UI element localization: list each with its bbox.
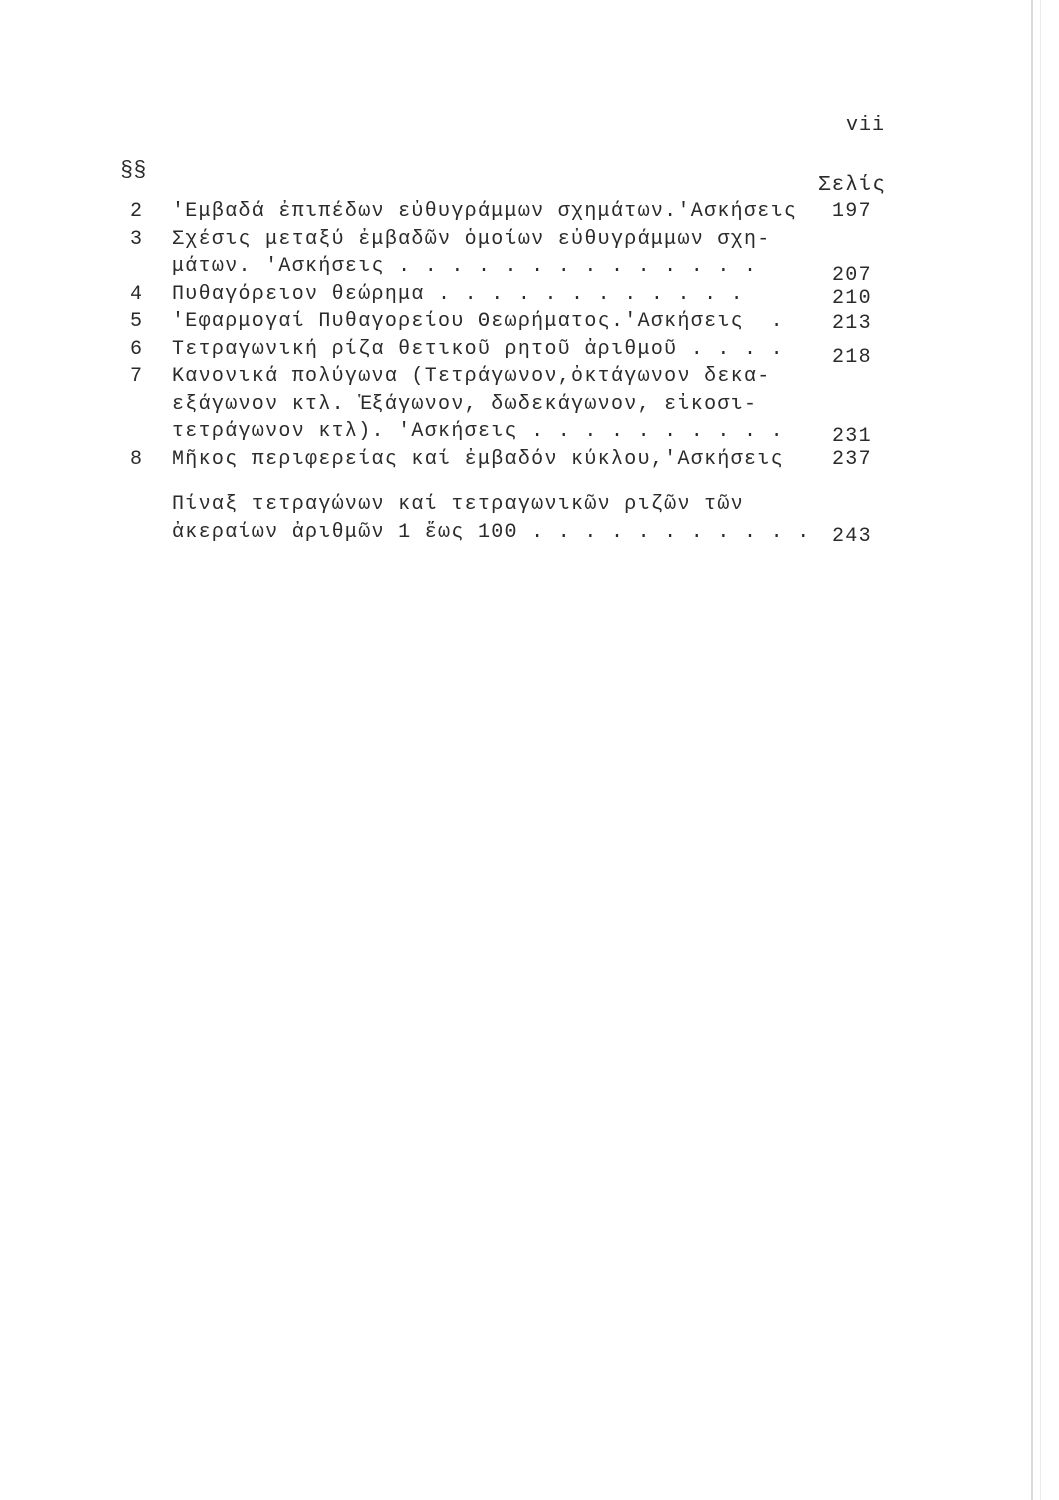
entry-title: Κανονικά πολύγωνα (Τετράγωνον,ὀκτάγωνον δεκα-: [172, 365, 771, 388]
entry-title-continued: μάτων. 'Ασκήσεις . . . . . . . . . . . . . .: [172, 255, 758, 278]
entry-page: 231: [832, 425, 872, 448]
entry-page: 210: [832, 286, 872, 310]
entry-number: 5: [130, 310, 144, 333]
page-edge-shadow: [1031, 0, 1033, 1500]
page-column-header: Σελίς: [818, 174, 887, 197]
page-edge-line: [1040, 0, 1041, 1500]
entry-page: 207: [832, 263, 872, 287]
toc-entry: [130, 226, 890, 287]
entry-page: 243: [832, 525, 872, 548]
entry-page: 197: [832, 200, 872, 223]
page-number: vii: [846, 114, 886, 137]
entry-number: 3: [130, 227, 144, 251]
toc-entry: [130, 198, 890, 226]
toc-entry: [130, 281, 890, 309]
entry-title: 'Εμβαδά ἐπιπέδων εὐθυγράμμων σχημάτων.'Ασκήσεις: [172, 200, 798, 223]
entry-title: Μῆκος περιφερείας καί ἐμβαδόν κύκλου,'Ασκήσεις: [172, 447, 784, 471]
entry-title: Τετραγωνική ρίζα θετικοῦ ρητοῦ ἀριθμοῦ . . . .: [172, 337, 784, 361]
entry-title: Πίναξ τετραγώνων καί τετραγωνικῶν ριζῶν τῶν: [172, 493, 744, 516]
entry-number: 6: [130, 337, 144, 361]
section-symbol: §§: [120, 158, 147, 183]
entry-title: Σχέσις μεταξύ ἐμβαδῶν ὁμοίων εὐθυγράμμων σχη-: [172, 227, 771, 251]
entry-number: 8: [130, 447, 144, 471]
toc-entry: [130, 446, 890, 474]
entry-title: Πυθαγόρειον θεώρημα . . . . . . . . . . . .: [172, 282, 744, 306]
entry-title-continued: ἀκεραίων ἀριθμῶν 1 ἕως 100 . . . . . . . . . . .: [172, 520, 811, 544]
entry-number: 7: [130, 365, 144, 388]
entry-page: 218: [832, 345, 872, 369]
entry-page: 237: [832, 447, 872, 471]
table-of-contents: [130, 198, 890, 546]
entry-number: 2: [130, 200, 144, 223]
entry-title-continued: εξάγωνον κτλ. Ἑξάγωνον, δωδεκάγωνον, εἰκοσι-: [172, 392, 758, 416]
entry-page: 213: [832, 312, 872, 335]
toc-entry: [130, 363, 890, 446]
toc-entry: [130, 308, 890, 336]
entry-number: 4: [130, 282, 144, 306]
toc-entry: [130, 336, 890, 369]
toc-entry-table: [130, 491, 890, 546]
entry-title: 'Εφαρμογαί Πυθαγορείου Θεωρήματος.'Ασκήσεις .: [172, 310, 784, 333]
entry-title-continued: τετράγωνον κτλ). 'Ασκήσεις . . . . . . . . . .: [172, 420, 784, 443]
